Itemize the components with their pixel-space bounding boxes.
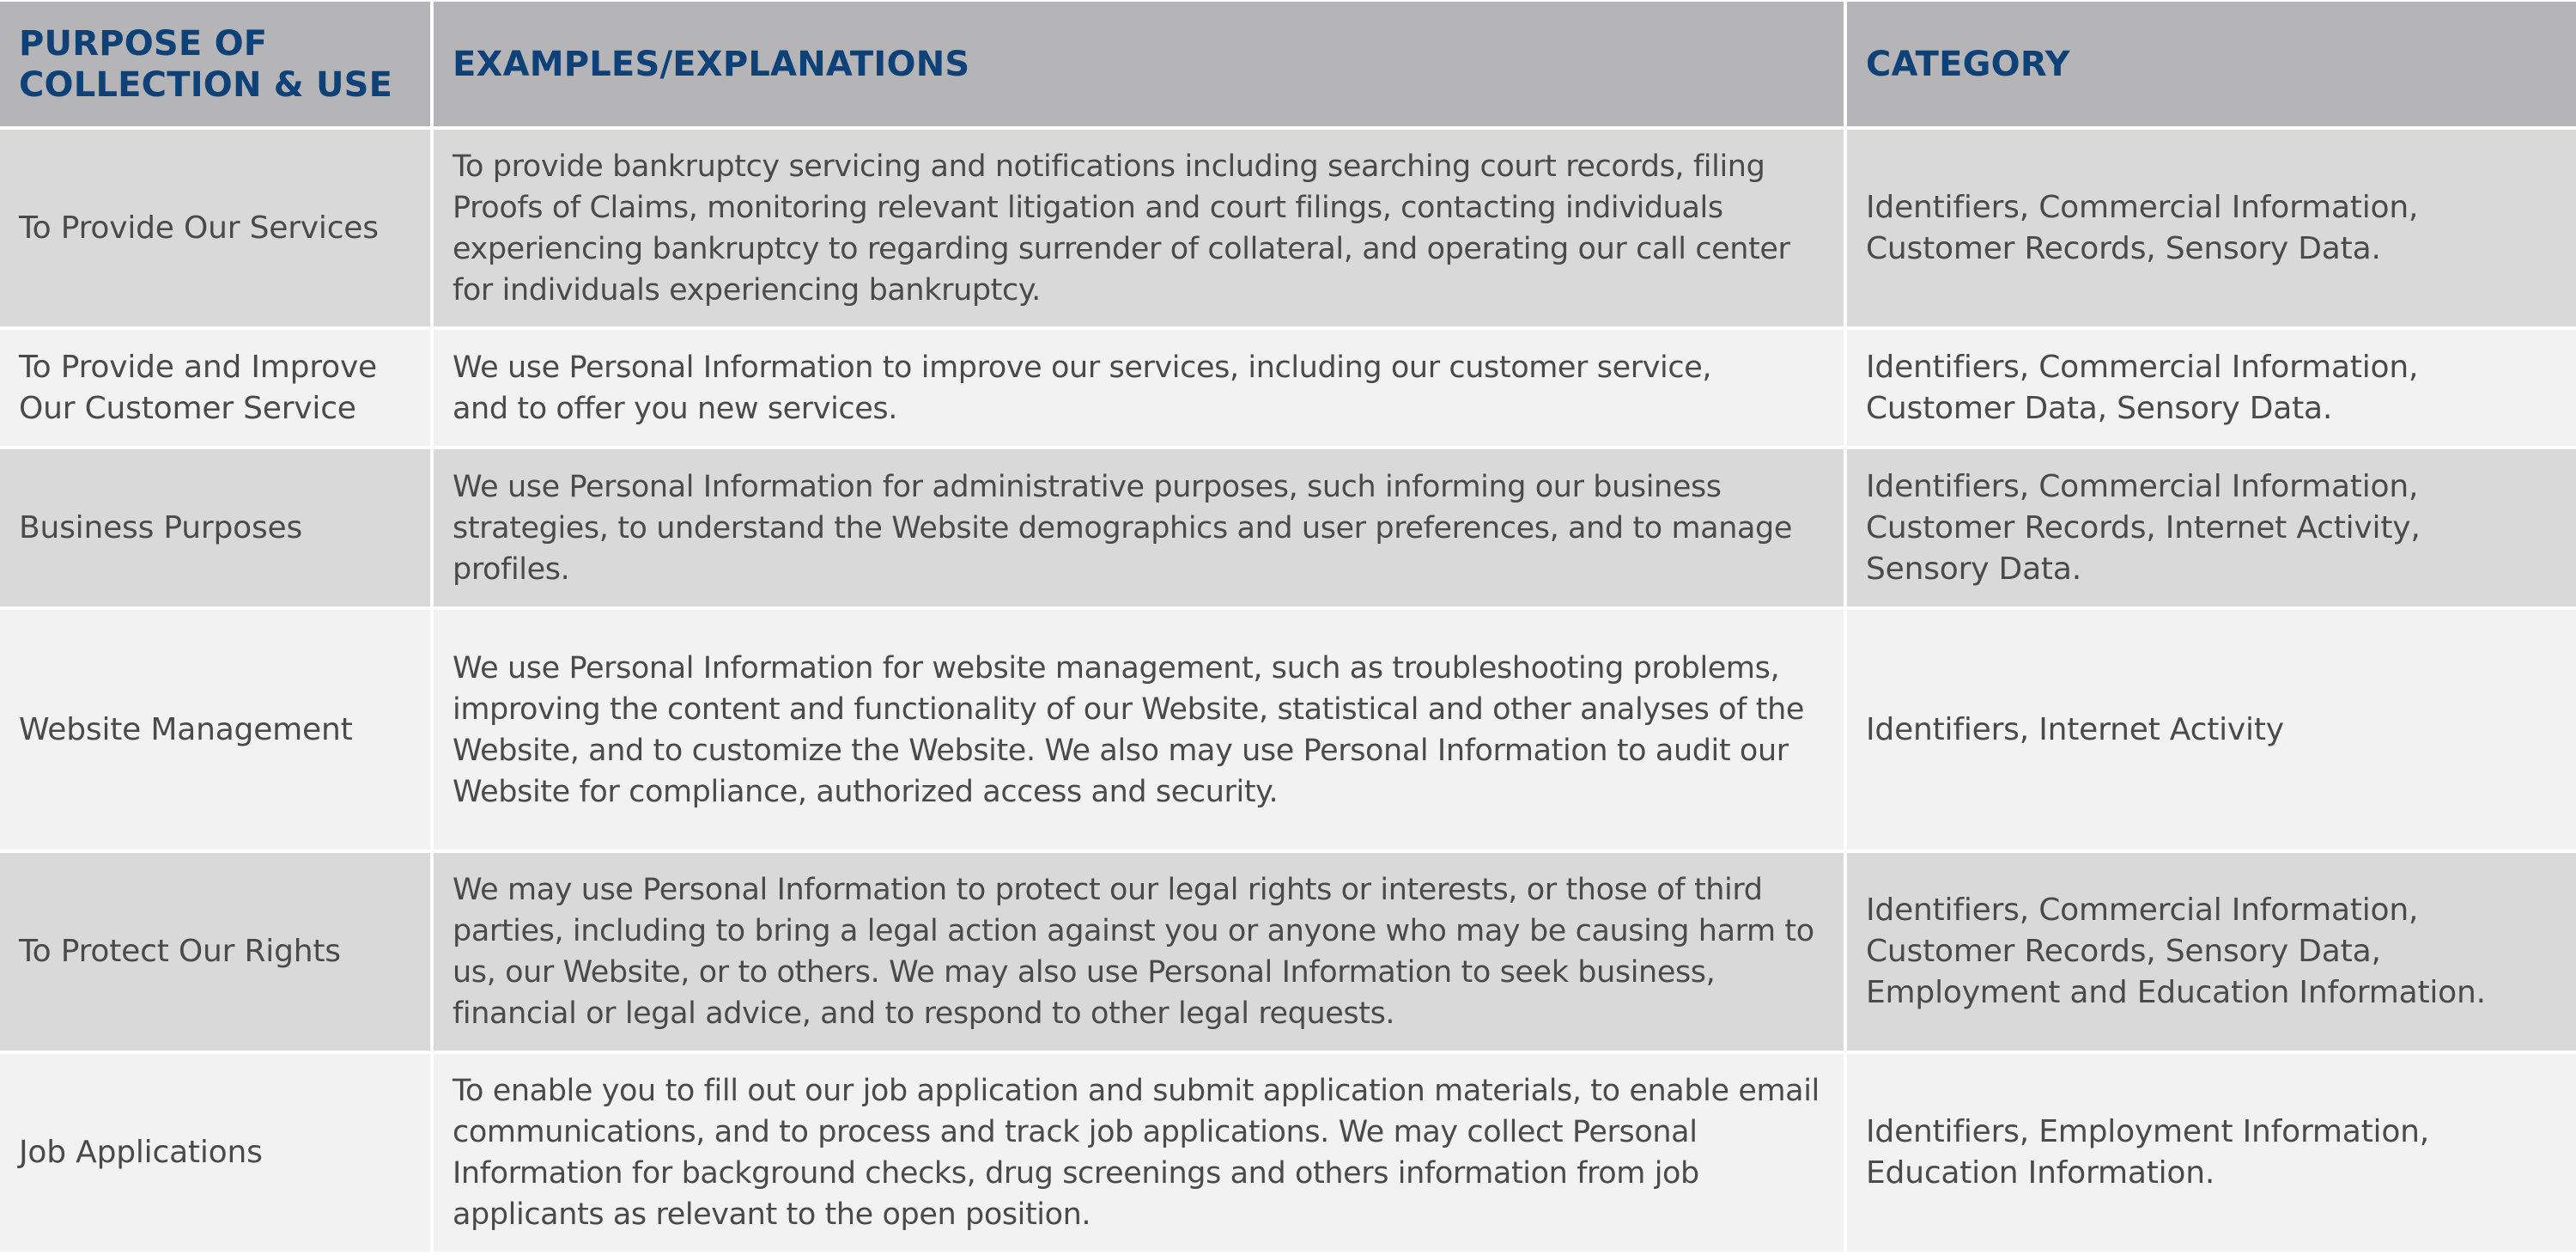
row-category-text: Identifiers, Commercial Information, Customer Records, Sensory Data, Employment and Education Information. xyxy=(1866,893,2486,1010)
row-category-text: Identifiers, Employment Information, Education Information. xyxy=(1866,1114,2430,1191)
row-3-category xyxy=(1847,449,2576,606)
row-3-examples xyxy=(434,449,1844,606)
row-purpose-text: To Provide Our Services xyxy=(19,210,379,246)
row-examples-text: We use Personal Information for website management, such as troubleshooting problems, improving the content and functionality of our Website, statistical and other analyses of the Website, and to customize the Website. We also may use Personal Information to audit our Website for compliance, authorized access and security. xyxy=(453,650,1805,809)
row-3-purpose xyxy=(0,449,430,606)
row-category-text: Identifiers, Commercial Information, Customer Records, Sensory Data. xyxy=(1866,189,2419,266)
row-6-purpose xyxy=(0,1054,430,1252)
row-5-examples xyxy=(434,853,1844,1051)
row-5-category xyxy=(1847,853,2576,1051)
row-purpose-text: To Provide and Improve Our Customer Service xyxy=(19,349,378,426)
row-purpose-text: Website Management xyxy=(19,711,353,747)
row-1-purpose xyxy=(0,130,430,326)
header-purpose xyxy=(0,2,430,126)
header-category-label: CATEGORY xyxy=(1866,44,2070,84)
row-category-text: Identifiers, Internet Activity xyxy=(1866,711,2284,747)
row-purpose-text: To Protect Our Rights xyxy=(19,934,341,969)
row-4-examples xyxy=(434,610,1844,850)
header-examples-label: EXAMPLES/EXPLANATIONS xyxy=(453,44,970,84)
row-6-examples xyxy=(434,1054,1844,1252)
row-purpose-text: Job Applications xyxy=(19,1135,263,1170)
row-4-purpose xyxy=(0,610,430,850)
row-6-category xyxy=(1847,1054,2576,1252)
row-category-text: Identifiers, Commercial Information, Customer Records, Internet Activity, Sensory Data. xyxy=(1866,468,2421,587)
row-2-category xyxy=(1847,330,2576,446)
row-purpose-text: Business Purposes xyxy=(19,509,303,545)
row-examples-text: We may use Personal Information to protect our legal rights or interests, or those of third parties, including to bring a legal action against you or anyone who may be causing harm to us, our Website, or to others. We may also use Personal Information to seek business, financial or legal advice, and to respond to other legal requests. xyxy=(453,873,1814,1031)
row-examples-text: To enable you to fill out our job application and submit application materials, to enable email communications, and to process and track job applications. We may collect Personal Information for background checks, drug screenings and others information from job applicants as relevant to the open position. xyxy=(453,1074,1820,1232)
header-category xyxy=(1847,2,2576,126)
header-examples xyxy=(434,2,1844,126)
row-2-purpose xyxy=(0,330,430,446)
row-examples-text: We use Personal Information for administrative purposes, such informing our business strategies, to understand the Website demographics and user preferences, and to manage profiles. xyxy=(453,469,1792,587)
row-4-category xyxy=(1847,610,2576,850)
row-examples-text: We use Personal Information to improve our services, including our customer service, and to offer you new services. xyxy=(453,350,1712,426)
row-1-examples xyxy=(434,130,1844,326)
row-2-examples xyxy=(434,330,1844,446)
row-1-category xyxy=(1847,130,2576,326)
header-purpose-label: PURPOSE OF COLLECTION & USE xyxy=(19,23,393,105)
row-examples-text: To provide bankruptcy servicing and notifications including searching court records, filing Proofs of Claims, monitoring relevant litigation and court filings, contacting individuals experiencing bankruptcy to regarding surrender of collateral, and operating our call center for individuals experiencing bankruptcy. xyxy=(453,149,1790,308)
row-category-text: Identifiers, Commercial Information, Customer Data, Sensory Data. xyxy=(1866,349,2419,426)
row-5-purpose xyxy=(0,853,430,1051)
